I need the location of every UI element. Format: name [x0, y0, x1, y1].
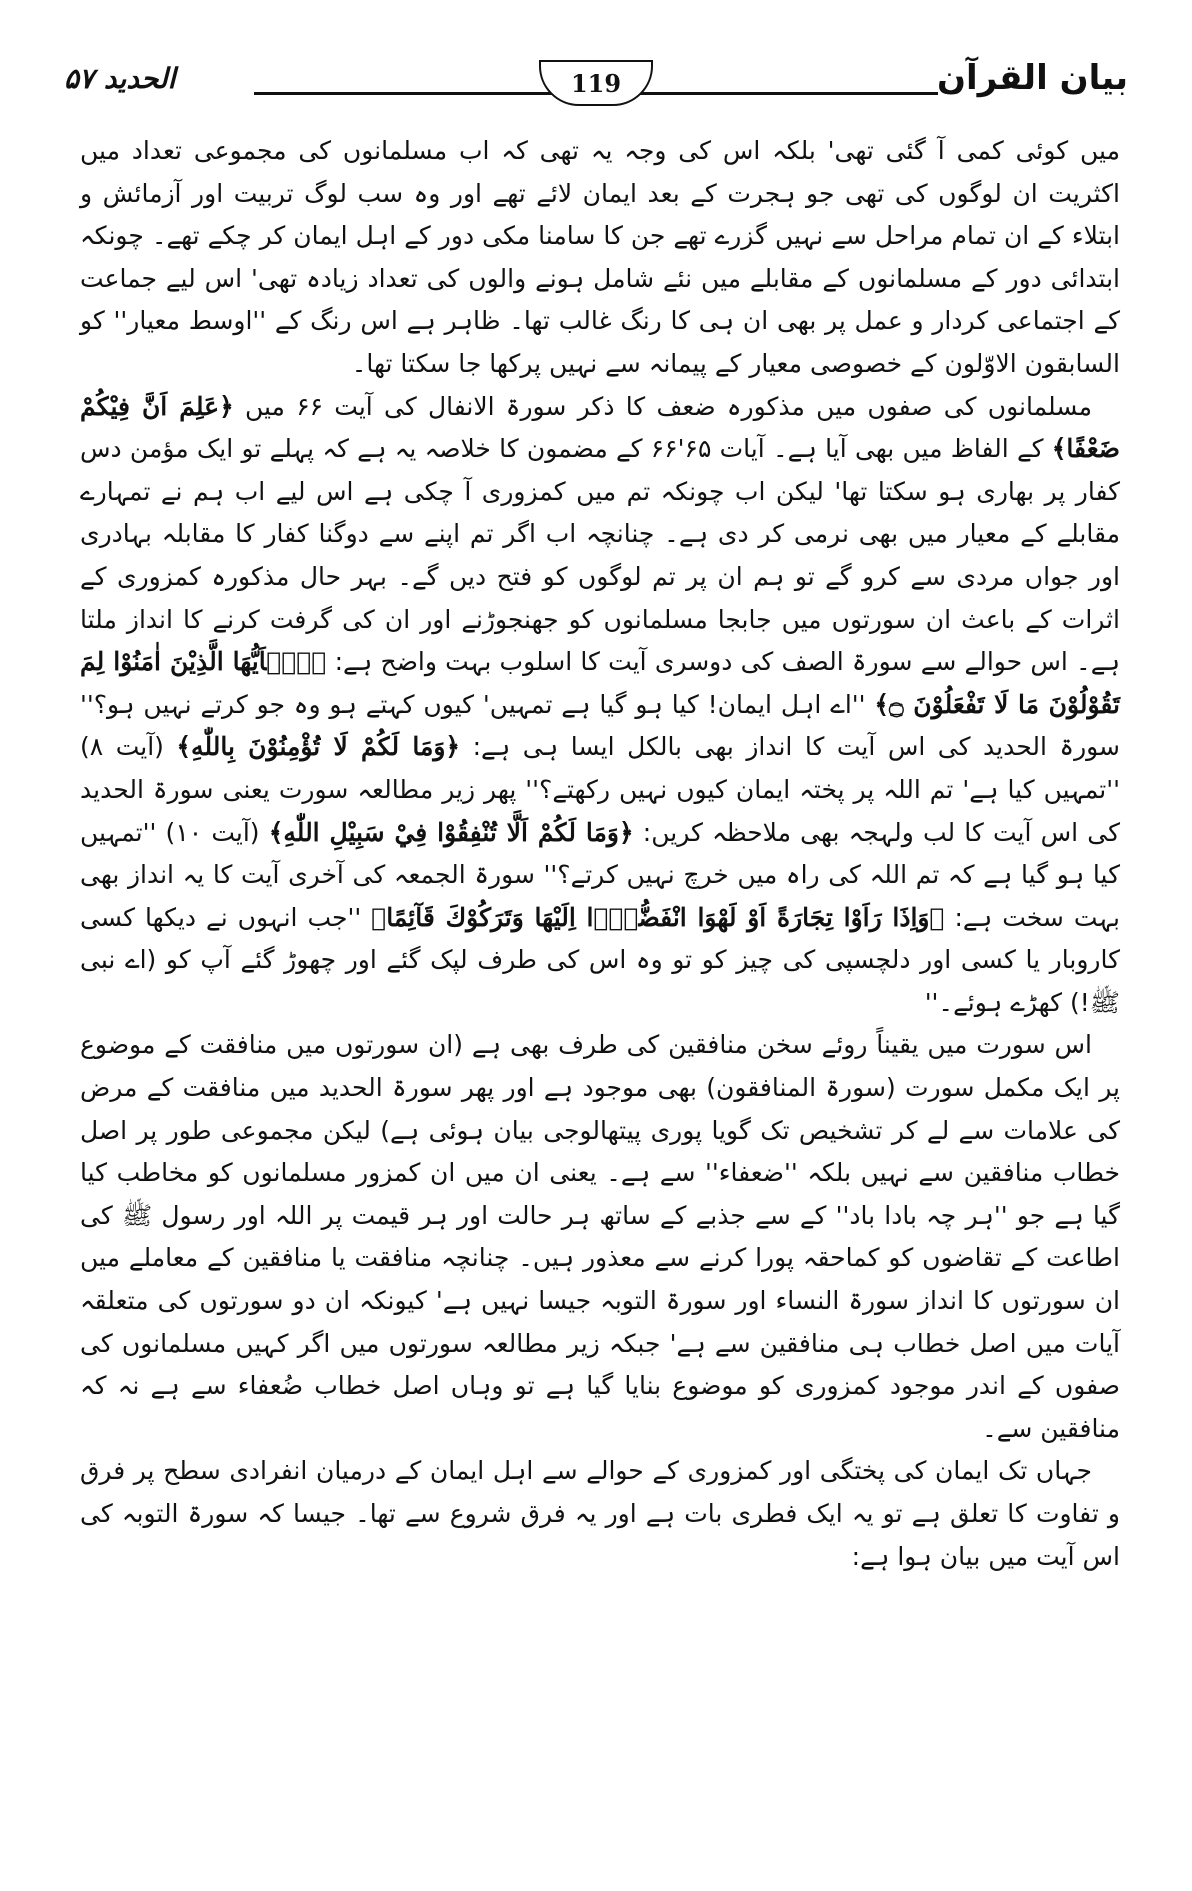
book-title: بیان القرآن	[937, 58, 1128, 98]
paragraph-text: مسلمانوں کی صفوں میں مذکورہ ضعف کا ذکر سورۃ الانفال کی آیت ۶۶ میں	[233, 391, 1093, 421]
paragraph-text: (آیت ۱۰) ''تمہیں کیا ہو گیا ہے کہ تم اللہ کی راہ میں خرچ نہیں کرتے؟'' سورۃ الجمعہ کی آخری آیت کا یہ انداز بھی بہت سخت ہے:	[80, 817, 1120, 932]
page-body	[80, 130, 1120, 1578]
paragraph-text: ''جب انہوں نے دیکھا کسی کاروبار یا کسی اور دلچسپی کی چیز کو تو وہ اس کی طرف لپک گئے اور چھوڑ گئے آپ کو (اے نبی ﷺ!) کھڑے ہوئے۔''	[80, 902, 1120, 1017]
quran-verse: ﴿وَمَا لَكُمْ اَلَّا تُنْفِقُوْا فِيْ سَبِيْلِ اللّٰهِ﴾	[268, 817, 634, 847]
paragraph-text: ''اے اہل ایمان! کیا ہو گیا ہے تمہیں' کیوں کہتے ہو وہ جو کرتے نہیں ہو؟'' سورۃ الحدید کی اس آیت کا انداز بھی بالکل ایسا ہی ہے:	[80, 689, 1120, 762]
paragraph-text: جہاں تک ایمان کی پختگی اور کمزوری کے حوالے سے اہل ایمان کے درمیان انفرادی سطح پر فرق و تفاوت کا تعلق ہے تو یہ ایک فطری بات ہے اور یہ فرق شروع سے تھا۔ جیسا کہ سورۃ التوبہ کی اس آیت میں بیان ہوا ہے:	[80, 1456, 1120, 1571]
paragraph-text: میں کوئی کمی آ گئی تھی' بلکہ اس کی وجہ یہ تھی کہ اب مسلمانوں کی مجموعی تعداد میں اکثریت ان لوگوں کی تھی جو ہجرت کے بعد ایمان لائے تھے اور وہ سب لوگ تربیت اور آزمائش و ابتلاء کے ان تمام مراحل سے نہیں گزرے تھے جن کا سامنا مکی دور کے اہل ایمان کر چکے تھے۔ چونکہ ابتدائی دور کے مسلمانوں کے مقابلے میں نئے شامل ہونے والوں کی تعداد زیادہ تھی' اس لیے جماعت کے اجتماعی کردار و عمل پر بھی ان ہی کا رنگ غالب تھا۔ ظاہر ہے اس رنگ کے ''اوسط معیار'' کو السابقون الاوّلون کے خصوصی معیار کے پیمانہ سے نہیں پرکھا جا سکتا تھا۔	[80, 136, 1120, 378]
paragraph	[80, 1024, 1120, 1450]
paragraph	[80, 386, 1120, 1025]
quran-verse: ﴿وَمَا لَكُمْ لَا تُؤْمِنُوْنَ بِاللّٰهِ﴾	[176, 732, 461, 762]
quran-verse: ﴿عَلِمَ اَنَّ فِيْكُمْ ضَعْفًا﴾	[80, 391, 1120, 464]
page-header	[64, 58, 1128, 128]
paragraph	[80, 130, 1120, 386]
quran-verse: ﴿يٰۤاَيُّهَا الَّذِيْنَ اٰمَنُوْا لِمَ تَقُوْلُوْنَ مَا لَا تَفْعَلُوْنَ ۝﴾	[80, 647, 1120, 719]
paragraph-text: کے الفاظ میں بھی آیا ہے۔ آیات ۶۵'۶۶ کے مضمون کا خلاصہ یہ ہے کہ پہلے تو ایک مؤمن دس کفار پر بھاری ہو سکتا تھا' لیکن اب چونکہ تم میں کمزوری آ چکی ہے اس لیے اب ہم نے تمہارے مقابلے کے معیار میں بھی نرمی کر دی ہے۔ چنانچہ اب اگر تم اپنے سے دوگنا کفار کا مقابلہ بہادری اور جواں مردی سے کرو گے تو ہم ان پر تم لوگوں کو فتح دیں گے۔ بہر حال مذکورہ کمزوری کے اثرات کے باعث ان سورتوں میں جابجا مسلمانوں کو جھنجوڑنے اور ان کی گرفت کرنے کا انداز ملتا ہے۔ اس حوالے سے سورۃ الصف کی دوسری آیت کا اسلوب بہت واضح ہے:	[80, 434, 1120, 677]
surah-title: الحدید ۵۷	[64, 62, 176, 95]
paragraph-text: (آیت ۸) ''تمہیں کیا ہے' تم اللہ پر پختہ ایمان کیوں نہیں رکھتے؟'' پھر زیر مطالعہ سورت یعنی سورۃ الحدید کی اس آیت کا لب ولہجہ بھی ملاحظہ کریں:	[80, 732, 1120, 847]
quran-verse: ﴿وَاِذَا رَاَوْا تِجَارَةً اَوْ لَهْوَا انْفَضُّوْۤا اِلَيْهَا وَتَرَكُوْكَ قَآئِمًا﴾	[371, 902, 945, 932]
page-number: 119	[539, 60, 653, 106]
paragraph	[80, 1450, 1120, 1578]
paragraph-text: اس سورت میں یقیناً روئے سخن منافقین کی طرف بھی ہے (ان سورتوں میں منافقت کے موضوع پر ایک مکمل سورت (سورۃ المنافقون) بھی موجود ہے اور پھر سورۃ الحدید میں منافقت کے مرض کی علامات سے لے کر تشخیص تک گویا پوری پیتھالوجی بیان ہوئی ہے) لیکن مجموعی طور پر اصل خطاب منافقین سے نہیں بلکہ ''ضعفاء'' سے ہے۔ یعنی ان میں ان کمزور مسلمانوں کو مخاطب کیا گیا ہے جو ''ہر چہ بادا باد'' کے سے جذبے کے ساتھ ہر حالت اور ہر قیمت پر اللہ اور رسول ﷺ کی اطاعت کے تقاضوں کو کماحقہ پورا کرنے سے معذور ہیں۔ چنانچہ منافقت یا منافقین کے معاملے میں ان سورتوں کا انداز سورۃ النساء اور سورۃ التوبہ جیسا نہیں ہے' کیونکہ ان دو سورتوں کی متعلقہ آیات میں اصل خطاب ہی منافقین سے ہے' جبکہ زیر مطالعہ سورتوں میں اگر کہیں مسلمانوں کی صفوں کے اندر موجود کمزوری کو موضوع بنایا گیا ہے تو وہاں اصل خطاب ضُعفاء سے ہے نہ کہ منافقین سے۔	[80, 1030, 1120, 1443]
